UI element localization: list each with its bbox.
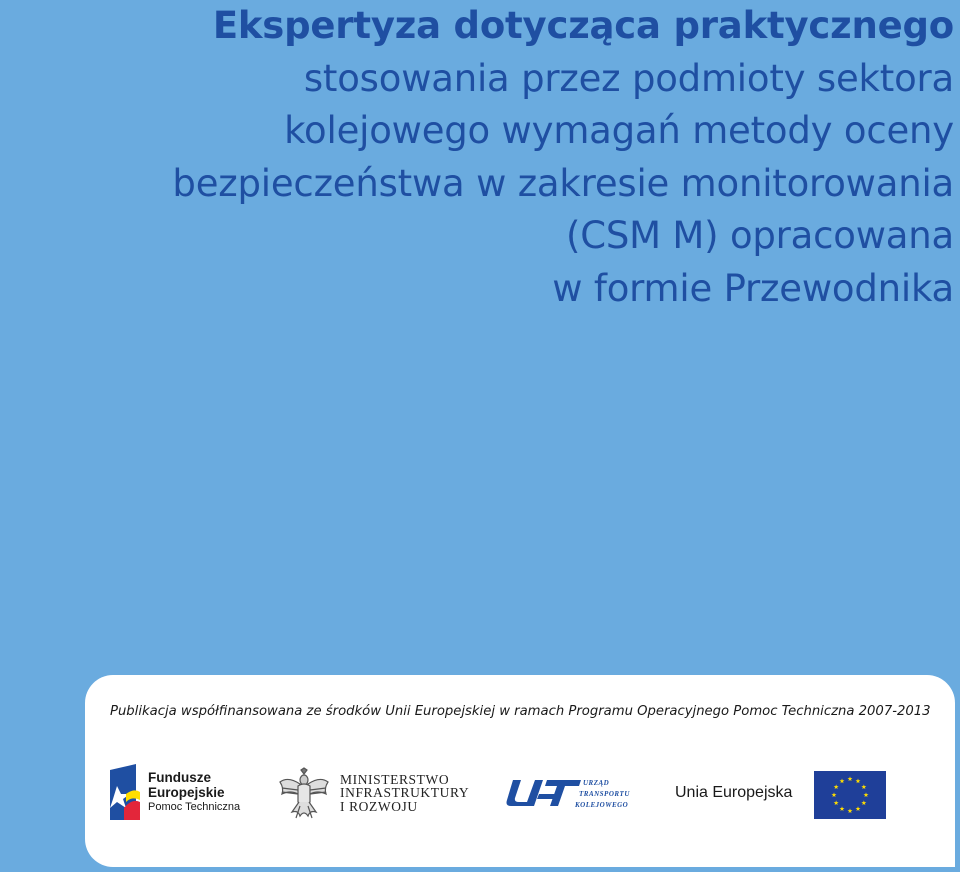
- transportu-line: TRANSPORTU: [579, 789, 630, 798]
- utk-icon: [503, 776, 581, 812]
- rozwoju-line: I ROZWOJU: [340, 798, 418, 814]
- cofinancing-note: Publikacja współfinansowana ze środków Unii Europejskiej w ramach Programu Operacyjnego Pomoc Techniczna 2007-2013: [110, 704, 931, 719]
- utk-logo: [503, 776, 630, 812]
- infrastruktury-line: INFRASTRUKTURY: [340, 785, 470, 801]
- fundusze-europejskie-logo: [110, 764, 240, 820]
- title-line: stosowania przez podmioty sektora: [303, 56, 954, 100]
- ministerstwo-line: MINISTERSTWO: [340, 771, 450, 787]
- europejskie-line: Europejskie: [148, 784, 225, 800]
- eu-flag-icon: [814, 771, 886, 819]
- document-title: [54, 0, 954, 315]
- polish-eagle-emblem-icon: [278, 766, 330, 820]
- title-line: bezpieczeństwa w zakresie monitorowania: [172, 161, 954, 205]
- title-line: w formie Przewodnika: [552, 266, 954, 310]
- fundusze-line: Fundusze: [148, 769, 211, 785]
- title-line: kolejowego wymagań metody oceny: [284, 109, 954, 152]
- pomoc-techniczna-line: Pomoc Techniczna: [148, 800, 241, 813]
- unia-europejska-label: Unia Europejska: [675, 784, 793, 801]
- title-line: (CSM M) opracowana: [565, 214, 954, 257]
- ministerstwo-logo: [278, 766, 469, 820]
- kolejowego-line: KOLEJOWEGO: [575, 800, 629, 809]
- fundusze-europejskie-icon: [110, 764, 140, 820]
- urzad-line: URZĄD: [583, 778, 610, 787]
- title-line: Ekspertyza dotycząca praktycznego: [212, 4, 954, 47]
